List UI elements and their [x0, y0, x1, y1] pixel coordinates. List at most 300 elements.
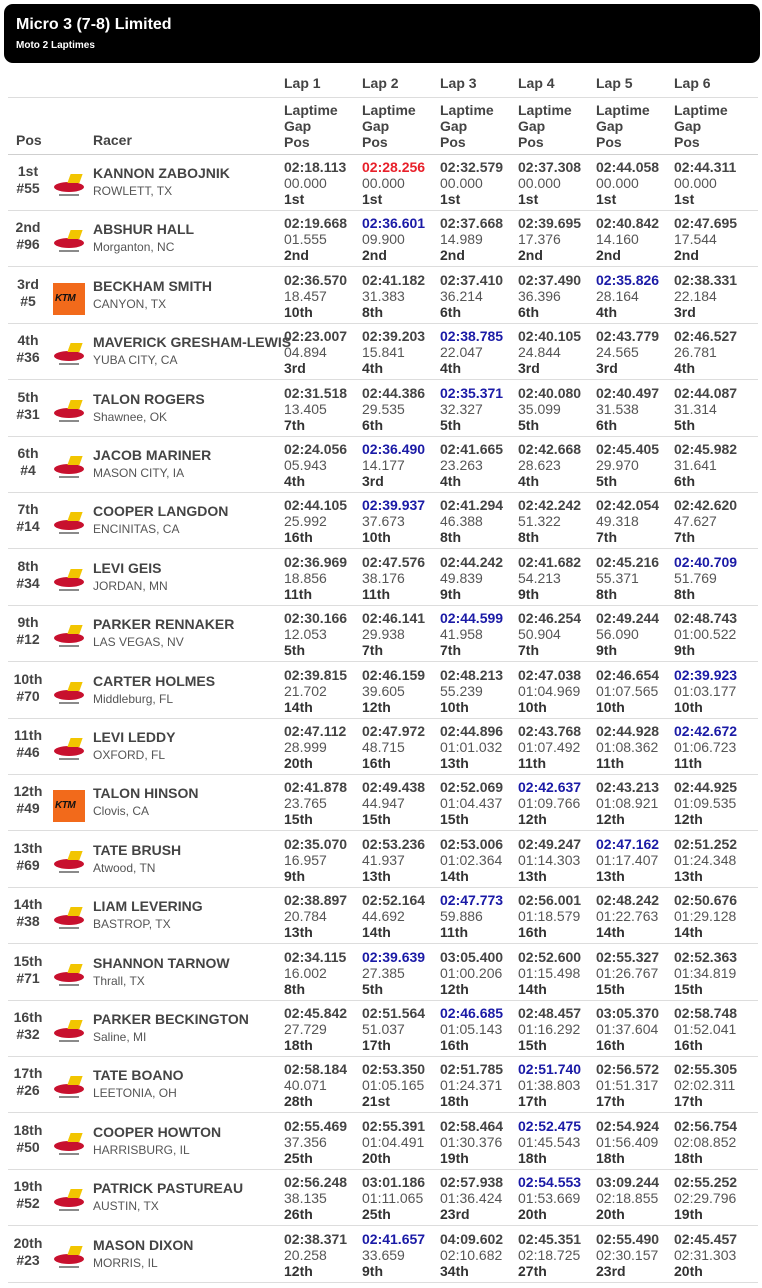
gap: 01:08.921	[596, 795, 659, 812]
racer-location: Thrall, TX	[93, 973, 145, 988]
laptime: 02:41.665	[440, 441, 504, 457]
lap-cell	[440, 272, 516, 320]
lap-position: 15th	[596, 980, 625, 997]
lap-position: 18th	[596, 1149, 625, 1166]
racer-number: #69	[16, 856, 40, 873]
gap: 01:15.498	[518, 964, 581, 981]
lap-position: 8th	[596, 585, 617, 602]
lap-cell	[362, 441, 438, 489]
laptime: 02:42.668	[518, 441, 582, 457]
laptime: 02:56.001	[518, 892, 582, 909]
gap: 32.327	[440, 400, 483, 417]
laptime: 02:42.054	[596, 497, 660, 514]
lap-position: 10th	[596, 698, 625, 715]
position-cell	[8, 1009, 48, 1043]
gap: 01:00.206	[440, 964, 503, 981]
lap-cell	[674, 1061, 750, 1109]
lap-position: 3rd	[362, 473, 384, 489]
position-rank: 15th	[13, 952, 43, 969]
racer-number: #23	[16, 1251, 40, 1268]
gap: 21.702	[284, 682, 327, 699]
position-rank: 4th	[17, 332, 39, 349]
laptime: 02:30.166	[284, 610, 348, 627]
racer-location: Morganton, NC	[93, 240, 175, 255]
lap-cell	[518, 1231, 594, 1279]
laptime: 02:36.570	[284, 271, 348, 288]
racer-location: HARRISBURG, IL	[93, 1142, 190, 1157]
gap: 01:56.409	[596, 1133, 659, 1150]
gap: 28.164	[596, 287, 639, 304]
laptime: 02:57.938	[440, 1174, 504, 1191]
gap: 12.053	[284, 626, 327, 643]
gap: 14.989	[440, 231, 483, 248]
lap-position: 4th	[362, 360, 383, 377]
gap: 01:24.371	[440, 1077, 503, 1094]
laptime: 02:35.070	[284, 835, 348, 852]
lap-cell	[596, 723, 672, 771]
cobra-logo	[53, 847, 85, 879]
lap-position: 20th	[596, 1206, 625, 1223]
laptime: 02:51.785	[440, 1061, 504, 1078]
gap: 01:38.803	[518, 1077, 581, 1094]
page-header	[4, 4, 760, 63]
laptime: 02:40.709	[674, 553, 738, 570]
lap-position: 2nd	[674, 247, 699, 264]
lap-cell	[440, 441, 516, 489]
lap-cell	[674, 497, 750, 545]
gap: 31.641	[674, 457, 717, 473]
gap: 48.715	[362, 739, 405, 755]
lap-position: 18th	[440, 1093, 469, 1110]
lap-position: 9th	[518, 585, 539, 602]
gap: 01:37.604	[596, 1021, 659, 1037]
page-subtitle: Moto 2 Laptimes	[16, 40, 95, 51]
lap-cell	[518, 497, 594, 545]
lap-position: 2nd	[362, 247, 387, 264]
lap-position: 16th	[518, 924, 547, 941]
gap: 39.605	[362, 682, 405, 699]
lap-position: 13th	[518, 867, 547, 884]
lap-subheader-label: Laptime	[284, 102, 338, 118]
laptime: 02:38.371	[284, 1230, 348, 1247]
lap-position: 2nd	[284, 247, 309, 264]
lap-subheader-label: Gap	[284, 118, 312, 134]
position-rank: 20th	[13, 1234, 43, 1251]
position-cell	[8, 332, 48, 366]
lap-position: 7th	[596, 529, 617, 546]
laptime: 02:45.216	[596, 553, 660, 570]
lap-position: 9th	[440, 585, 461, 602]
racer-name: LEVI LEDDY	[93, 729, 176, 745]
lap-position: 4th	[440, 360, 461, 377]
lap-cell	[596, 1231, 672, 1279]
cobra-logo	[53, 734, 85, 766]
lap-cell	[440, 667, 516, 715]
racer-name: MASON DIXON	[93, 1236, 194, 1253]
lap-cell	[518, 328, 594, 376]
racer-number: #34	[16, 574, 40, 591]
lap-position: 5th	[284, 642, 305, 659]
racer-number: #96	[16, 236, 40, 253]
lap-cell	[362, 159, 438, 207]
laptime: 02:49.244	[596, 610, 660, 627]
laptime: 02:37.490	[518, 271, 582, 288]
table-row	[8, 663, 758, 719]
racer-location: Shawnee, OK	[93, 409, 168, 424]
laptime: 02:46.685	[440, 1005, 504, 1021]
gap: 01:14.303	[518, 851, 581, 868]
lap-position: 7th	[284, 416, 305, 433]
laptime: 02:46.654	[596, 666, 660, 683]
lap-cell	[284, 328, 360, 376]
gap: 01:16.292	[518, 1021, 581, 1037]
lap-cell	[362, 385, 438, 433]
table-row	[8, 268, 758, 324]
racer-name: CARTER HOLMES	[93, 672, 216, 689]
laptime: 02:48.457	[518, 1005, 582, 1021]
lap-position: 7th	[518, 642, 539, 659]
lap-subheader-label: Pos	[284, 134, 310, 150]
lap-column-header: Lap 4	[518, 75, 555, 91]
laptime: 02:58.748	[674, 1005, 738, 1021]
gap: 51.322	[518, 513, 561, 530]
lap-cell	[596, 892, 672, 940]
lap-position: 16th	[362, 755, 391, 771]
lap-position: 4th	[518, 473, 539, 489]
position-cell	[8, 840, 48, 874]
lap-cell	[440, 1005, 516, 1053]
gap: 37.673	[362, 513, 405, 530]
position-cell	[8, 783, 48, 817]
lap-position: 8th	[362, 303, 383, 320]
lap-position: 14th	[284, 698, 313, 715]
lap-cell	[440, 385, 516, 433]
position-cell	[8, 445, 48, 479]
lap-position: 3rd	[518, 360, 540, 377]
lap-position: 7th	[362, 642, 383, 659]
lap-position: 3rd	[596, 360, 618, 377]
lap-position: 9th	[362, 1262, 383, 1279]
laptime: 02:41.182	[362, 271, 426, 288]
gap: 18.457	[284, 287, 327, 304]
gap: 44.947	[362, 795, 405, 812]
lap-subheader	[596, 102, 650, 150]
gap: 00.000	[596, 175, 639, 191]
lap-position: 5th	[518, 416, 539, 433]
lap-position: 8th	[518, 529, 539, 546]
racer-number: #50	[16, 1138, 40, 1155]
lap-position: 20th	[362, 1149, 391, 1166]
lap-position: 14th	[362, 924, 391, 941]
gap: 40.071	[284, 1077, 327, 1094]
gap: 01:03.177	[674, 682, 737, 699]
gap: 01:22.763	[596, 908, 659, 925]
racer-location: LEETONIA, OH	[93, 1086, 177, 1101]
gap: 33.659	[362, 1246, 405, 1263]
gap: 01:45.543	[518, 1133, 581, 1150]
lap-position: 14th	[596, 924, 625, 941]
lap-position: 12th	[596, 811, 625, 828]
gap: 01:09.535	[674, 795, 737, 812]
lap-column-header: Lap 3	[440, 75, 477, 91]
gap: 01:05.143	[440, 1021, 503, 1037]
laptime: 02:54.924	[596, 1117, 660, 1134]
racer-number: #70	[16, 687, 40, 704]
cobra-logo	[53, 396, 85, 428]
lap-position: 9th	[284, 867, 305, 884]
laptime: 03:05.370	[596, 1005, 660, 1021]
laptime: 02:45.405	[596, 441, 660, 457]
laptime: 02:44.058	[596, 159, 660, 175]
lap-position: 14th	[440, 867, 469, 884]
lap-position: 15th	[284, 811, 313, 828]
racer-number: #55	[16, 180, 40, 196]
lap-header-row	[8, 70, 758, 98]
gap: 23.263	[440, 457, 483, 473]
lap-cell	[674, 1005, 750, 1053]
lap-position: 13th	[284, 924, 313, 941]
cobra-logo	[53, 1129, 85, 1161]
lap-cell	[284, 836, 360, 884]
racer-name: TATE BOANO	[93, 1067, 184, 1084]
racer-name: LEVI GEIS	[93, 559, 162, 576]
lap-position: 1st	[596, 191, 617, 207]
lap-cell	[362, 1118, 438, 1166]
gap: 20.784	[284, 908, 327, 925]
laptime: 02:47.773	[440, 892, 504, 909]
lap-cell	[674, 272, 750, 320]
lap-position: 15th	[440, 811, 469, 828]
lap-position: 14th	[674, 924, 703, 941]
racer-location: Atwood, TN	[93, 860, 156, 875]
gap: 01:05.165	[362, 1077, 425, 1094]
lap-position: 1st	[518, 191, 539, 207]
laptime: 02:24.056	[284, 441, 348, 457]
position-rank: 18th	[13, 1121, 43, 1138]
laptime: 02:38.785	[440, 328, 504, 345]
position-cell	[8, 558, 48, 592]
lap-position: 6th	[440, 303, 461, 320]
lap-subheader	[440, 102, 494, 150]
lap-position: 7th	[440, 642, 461, 659]
laptime: 02:55.305	[674, 1061, 738, 1078]
laptime: 02:55.469	[284, 1117, 348, 1134]
lap-position: 10th	[440, 698, 469, 715]
lap-cell	[440, 554, 516, 602]
racer-name: KANNON ZABOJNIK	[93, 165, 230, 181]
laptime: 02:47.576	[362, 553, 426, 570]
laptime: 02:41.294	[440, 497, 504, 514]
lap-cell	[440, 836, 516, 884]
position-cell	[8, 501, 48, 535]
lap-position: 15th	[518, 1037, 547, 1053]
lap-cell	[284, 892, 360, 940]
laptime: 02:23.007	[284, 328, 348, 345]
gap: 47.627	[674, 513, 717, 530]
laptime: 02:38.897	[284, 892, 348, 909]
lap-cell	[284, 723, 360, 771]
cobra-logo	[53, 1185, 85, 1217]
lap-cell	[518, 779, 594, 827]
gap: 01:07.565	[596, 682, 659, 699]
lap-position: 12th	[518, 811, 547, 828]
lap-position: 1st	[440, 191, 461, 207]
lap-cell	[674, 723, 750, 771]
position-rank: 12th	[13, 783, 43, 800]
lap-position: 8th	[674, 585, 695, 602]
lap-subheader-label: Gap	[674, 118, 702, 134]
racer-name: LIAM LEVERING	[93, 898, 203, 915]
racer-number: #12	[16, 631, 40, 648]
gap: 16.002	[284, 964, 327, 981]
lap-position: 19th	[674, 1206, 703, 1223]
lap-cell	[362, 723, 438, 771]
lap-position: 12th	[284, 1262, 313, 1279]
laptime: 02:44.925	[674, 779, 738, 796]
position-rank: 10th	[13, 670, 43, 687]
lap-position: 6th	[596, 416, 617, 433]
position-cell	[8, 163, 48, 197]
gap: 01:24.348	[674, 851, 737, 868]
gap: 25.992	[284, 513, 327, 530]
lap-cell	[362, 1174, 438, 1222]
laptime: 02:39.937	[362, 497, 426, 514]
laptime: 02:37.668	[440, 215, 504, 232]
cobra-logo	[53, 1072, 85, 1104]
laptime: 02:40.842	[596, 215, 660, 232]
table-row	[8, 211, 758, 267]
gap: 09.900	[362, 231, 405, 248]
laptime: 03:09.244	[596, 1174, 660, 1191]
gap: 00.000	[362, 175, 405, 191]
lap-cell	[674, 949, 750, 997]
lap-position: 11th	[518, 755, 547, 771]
lap-cell	[362, 215, 438, 263]
gap: 59.886	[440, 908, 483, 925]
lap-cell	[284, 272, 360, 320]
gap: 51.769	[674, 569, 717, 586]
lap-position: 23rd	[440, 1206, 470, 1223]
lap-position: 18th	[674, 1149, 703, 1166]
gap: 01:06.723	[674, 739, 737, 755]
position-cell	[8, 953, 48, 987]
laptime: 02:28.256	[362, 159, 426, 175]
gap: 28.999	[284, 739, 327, 755]
lap-cell	[362, 1231, 438, 1279]
lap-position: 13th	[362, 867, 391, 884]
lap-cell	[440, 779, 516, 827]
gap: 54.213	[518, 569, 561, 586]
position-cell	[8, 671, 48, 705]
laptime: 02:47.038	[518, 666, 582, 683]
position-rank: 1st	[17, 163, 39, 179]
laptime: 02:52.475	[518, 1117, 582, 1134]
lap-cell	[284, 215, 360, 263]
lap-position: 5th	[596, 473, 617, 489]
gap: 02:29.796	[674, 1190, 737, 1207]
gap: 49.318	[596, 513, 639, 530]
lap-column-header: Lap 1	[284, 75, 321, 91]
lap-position: 25th	[362, 1206, 391, 1223]
laptime: 02:18.113	[284, 159, 347, 175]
lap-cell	[284, 1061, 360, 1109]
laptime: 02:51.252	[674, 835, 738, 852]
laptime: 02:44.896	[440, 723, 504, 739]
lap-position: 13th	[596, 867, 625, 884]
racer-number: #52	[16, 1195, 40, 1212]
lap-position: 10th	[284, 303, 313, 320]
gap: 01:51.317	[596, 1077, 659, 1094]
lap-cell	[518, 1005, 594, 1053]
laptime: 02:37.308	[518, 159, 582, 175]
lap-position: 17th	[596, 1093, 625, 1110]
lap-cell	[362, 949, 438, 997]
table-row	[8, 1114, 758, 1170]
laptime: 02:43.213	[596, 779, 660, 796]
lap-cell	[362, 497, 438, 545]
lap-cell	[284, 667, 360, 715]
racer-name: BECKHAM SMITH	[93, 277, 212, 294]
racer-name: COOPER HOWTON	[93, 1123, 222, 1140]
laptime: 02:55.391	[362, 1117, 426, 1134]
gap: 01:08.362	[596, 739, 659, 755]
gap: 01:36.424	[440, 1190, 503, 1207]
table-row	[8, 832, 758, 888]
position-rank: 14th	[13, 896, 43, 913]
ktm-logo: KTM	[53, 790, 85, 822]
laptime: 02:53.350	[362, 1061, 426, 1078]
lap-position: 28th	[284, 1093, 313, 1110]
racer-name: PARKER BECKINGTON	[93, 1011, 249, 1027]
position-rank: 17th	[13, 1065, 43, 1082]
racer-location: MORRIS, IL	[93, 1255, 158, 1270]
laptime: 02:47.695	[674, 215, 738, 232]
laptime: 02:55.490	[596, 1230, 660, 1247]
gap: 50.904	[518, 626, 561, 643]
laptime: 02:53.236	[362, 835, 426, 852]
gap: 01:26.767	[596, 964, 659, 981]
ktm-logo: KTM	[53, 283, 85, 315]
lap-cell	[518, 554, 594, 602]
laptime: 02:44.599	[440, 610, 504, 627]
lap-cell	[596, 497, 672, 545]
laptime: 02:56.572	[596, 1061, 660, 1078]
racer-location: BASTROP, TX	[93, 917, 171, 932]
lap-cell	[674, 892, 750, 940]
gap: 01:34.819	[674, 964, 737, 981]
lap-position: 12th	[440, 980, 469, 997]
gap: 01:18.579	[518, 908, 581, 925]
laptime: 02:51.740	[518, 1061, 582, 1078]
lap-cell	[674, 1118, 750, 1166]
gap: 02:18.725	[518, 1246, 581, 1263]
lap-position: 25th	[284, 1149, 313, 1166]
gap: 31.383	[362, 287, 405, 304]
laptime: 02:41.878	[284, 779, 348, 796]
racer-location: ENCINITAS, CA	[93, 522, 180, 537]
lap-cell	[284, 949, 360, 997]
laptime: 02:48.743	[674, 610, 738, 627]
lap-cell	[284, 497, 360, 545]
lap-position: 21st	[362, 1093, 391, 1110]
gap: 01:30.376	[440, 1133, 503, 1150]
laptime: 02:58.184	[284, 1061, 348, 1078]
lap-subheader-label: Gap	[440, 118, 468, 134]
racer-location: OXFORD, FL	[93, 748, 166, 762]
gap: 31.314	[674, 400, 717, 417]
lap-position: 15th	[674, 980, 703, 997]
lap-position: 18th	[518, 1149, 547, 1166]
